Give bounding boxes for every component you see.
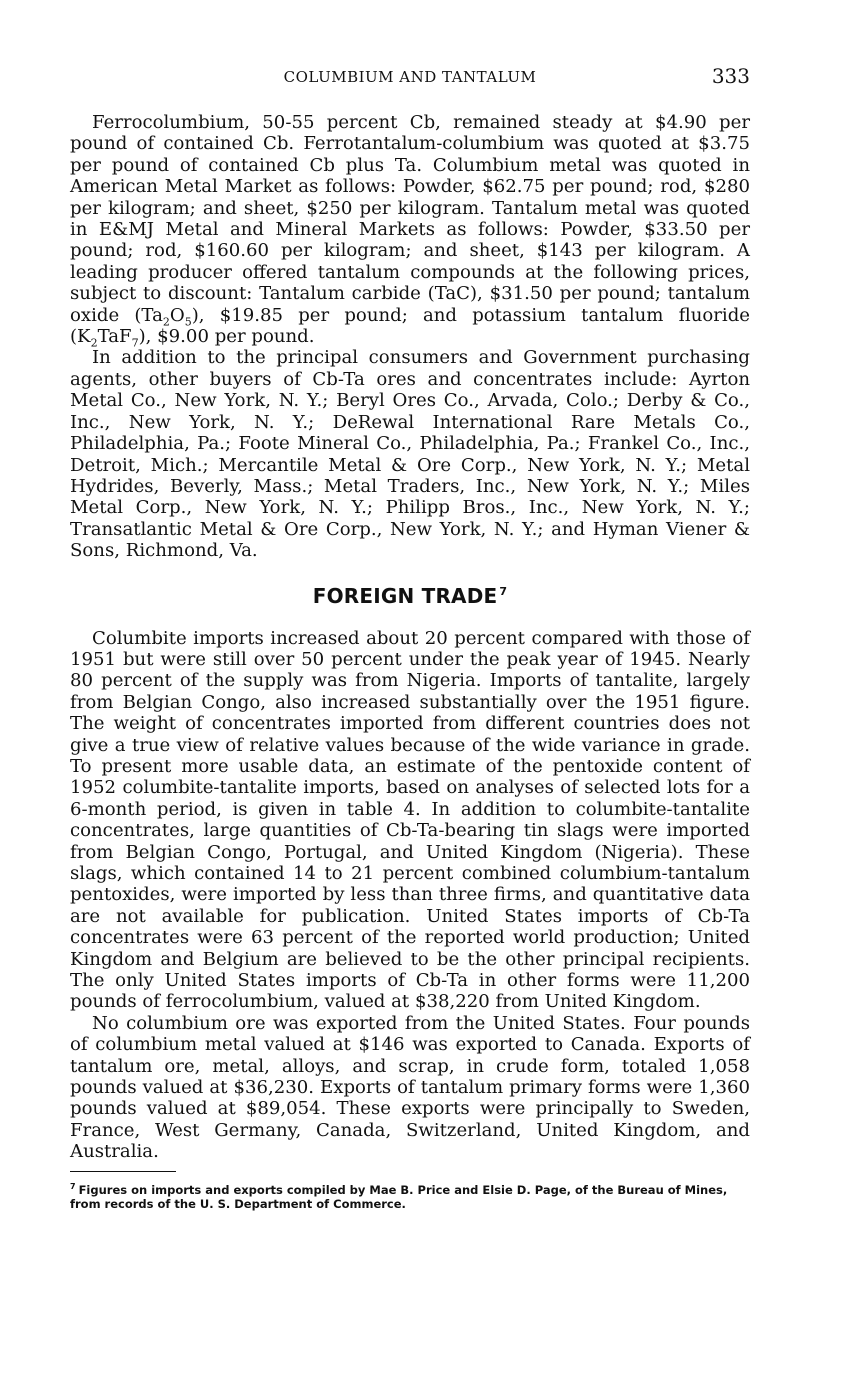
paragraph-buyers: In addition to the principal consumers and Government purchasing agents, other buyers of Cb-Ta ores and concentrates include: Ayrton Metal Co., New York, N. Y.; Beryl Ores Co., Arvada, Colo.; Derby & Co., Inc., New York, N. Y.; DeRewal International Rare Metals Co., Philadelphia, Pa.; Foote Mineral Co., Philadelphia, Pa.; Frankel Co., Inc., Detroit, Mich.; Mercantile Metal & Ore Corp., New York, N. Y.; Metal Hydrides, Beverly, Mass.; Metal Traders, Inc., New York, N. Y.; Miles Metal Corp., New York, N. Y.; Philipp Bros., Inc., New York, N. Y.; Transatlantic Metal & Ore Corp., New York, N. Y.; and Hyman Viener & Sons, Richmond, Va. xyxy=(70,347,750,562)
document-page xyxy=(70,62,750,1211)
running-title: COLUMBIUM AND TANTALUM xyxy=(283,68,537,86)
running-header xyxy=(70,62,750,94)
footnote-reference: 7 xyxy=(499,584,508,598)
subscript: 5 xyxy=(184,315,192,329)
prices-text-1: Ferrocolumbium, 50-55 percent Cb, remained steady at $4.90 per pound of contained Cb. Ferrotantalum-columbium was quoted at $3.75 per pound of contained Cb plus Ta. Columbium metal was quoted in American Metal Market as follows: Powder, $62.75 per pound; rod, $280 per kilogram; and sheet, $250 per kilogram. Tantalum metal was quoted in E&MJ Metal and Mineral Markets as follows: Powder, $33.50 per pound; rod, $160.60 per kilogram; and sheet, $143 per kilogram. A leading producer offered tantalum compounds at the following prices, subject to discount: Tantalum carbide (TaC), $31.50 per pound; tantalum oxide (Ta xyxy=(70,112,750,326)
subscript: 2 xyxy=(90,336,98,350)
subscript: 7 xyxy=(131,336,139,350)
paragraph-prices xyxy=(70,112,750,350)
prices-text-2: ), $19.85 per pound; and potassium tantalum fluoride (K xyxy=(70,304,750,348)
paragraph-imports: Columbite imports increased about 20 percent compared with those of 1951 but were still over 50 percent under the peak year of 1945. Nearly 80 percent of the supply was from Nigeria. Imports of tantalite, largely from Belgian Congo, also increased substantially over the 1951 figure. The weight of concentrates imported from different countries does not give a true view of relative values because of the wide variance in grade. To present more usable data, an estimate of the pentoxide content of 1952 columbite-tantalite imports, based on analyses of selected lots for a 6-month period, is given in table 4. In addition to columbite-tantalite concentrates, large quantities of Cb-Ta-bearing tin slags were imported from Belgian Congo, Portugal, and United Kingdom (Nigeria). These slags, which contained 14 to 21 percent combined columbium-tantalum pentoxides, were imported by less than three firms, and quantitative data are not available for publication. United States imports of Cb-Ta concentrates were 63 percent of the reported world production; United Kingdom and Belgium are believed to be the other principal recipients. The only United States imports of Cb-Ta in other forms were 11,200 pounds of ferrocolumbium, valued at $38,220 from United Kingdom. xyxy=(70,627,750,1013)
paragraph-exports: No columbium ore was exported from the United States. Four pounds of columbium metal valued at $146 was exported to Canada. Exports of tantalum ore, metal, alloys, and scrap, in crude form, totaled 1,058 pounds valued at $36,230. Exports of tantalum primary forms were 1,360 pounds valued at $89,054. These exports were principally to Sweden, France, West Germany, Canada, Switzerland, United Kingdom, and Australia. xyxy=(70,1012,750,1163)
footnote-text: Figures on imports and exports compiled by Mae B. Price and Elsie D. Page, of the Bureau of Mines, from records of the U. S. Department of Commerce. xyxy=(70,1182,728,1211)
footnote-divider xyxy=(70,1171,176,1172)
subscript: 2 xyxy=(162,315,170,329)
section-heading-foreign-trade xyxy=(70,584,750,608)
section-heading-text: FOREIGN TRADE xyxy=(312,583,498,608)
footnote xyxy=(70,1180,750,1211)
prices-text-3: ), $9.00 per pound. xyxy=(138,326,315,348)
footnote-marker: 7 xyxy=(70,1181,76,1191)
prices-text-mid-2: TaF xyxy=(97,326,132,348)
prices-text-mid-1: O xyxy=(169,304,185,326)
page-number: 333 xyxy=(711,64,750,88)
